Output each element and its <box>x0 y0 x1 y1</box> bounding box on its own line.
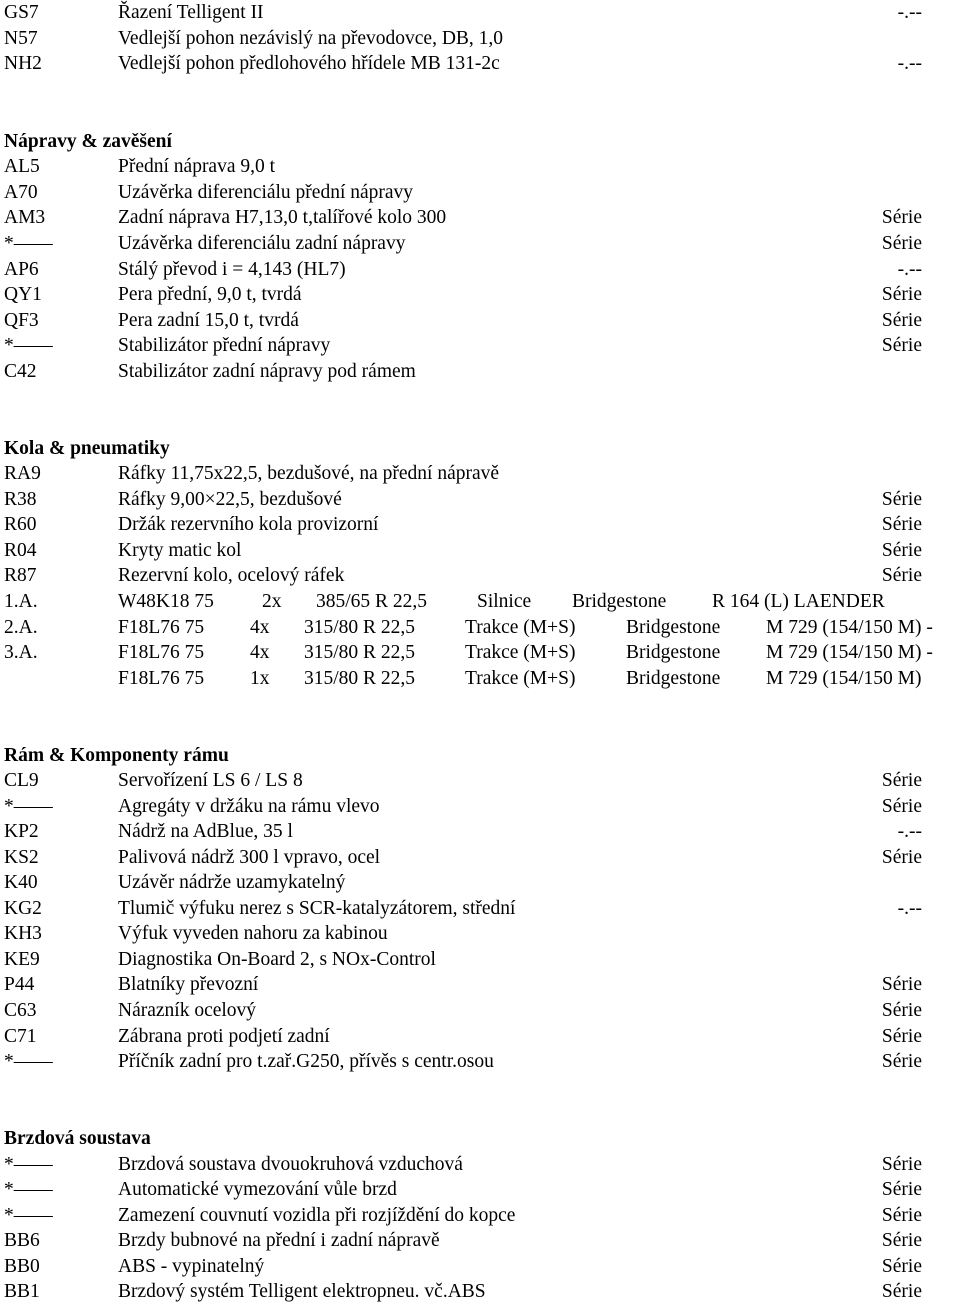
option-price: Série <box>881 514 922 535</box>
option-row <box>0 1203 960 1229</box>
option-code: GS7 <box>4 2 39 23</box>
option-description: Vedlejší pohon nezávislý na převodovce, DB, 1,0 <box>118 28 504 49</box>
option-row <box>0 180 960 206</box>
option-description: Držák rezervního kola provizorní <box>118 514 379 535</box>
option-row <box>0 26 960 52</box>
tire-row <box>0 666 960 692</box>
option-row <box>0 896 960 922</box>
option-description: Příčník zadní pro t.zař.G250, přívěs s centr.osou <box>118 1051 494 1072</box>
option-price: -.-- <box>897 898 922 919</box>
option-description: Blatníky převozní <box>118 974 259 995</box>
option-description: Rezervní kolo, ocelový ráfek <box>118 565 345 586</box>
option-row <box>0 972 960 998</box>
option-code: R04 <box>4 540 37 561</box>
option-row <box>0 1152 960 1178</box>
option-row <box>0 487 960 513</box>
section-heading-row <box>0 129 960 155</box>
option-price: Série <box>881 847 922 868</box>
option-code: RA9 <box>4 463 41 484</box>
tire-axle: 2.A. <box>4 617 38 638</box>
section-heading: Brzdová soustava <box>4 1128 151 1149</box>
option-price: -.-- <box>897 2 922 23</box>
section-heading: Rám & Komponenty rámu <box>4 745 229 766</box>
option-price: Série <box>881 1256 922 1277</box>
tire-type: Trakce (M+S) <box>465 668 576 689</box>
option-row <box>0 1228 960 1254</box>
option-price: Série <box>881 974 922 995</box>
tire-model: W48K18 75 <box>118 591 214 612</box>
option-description: Nárazník ocelový <box>118 1000 257 1021</box>
option-code: *—— <box>4 335 53 356</box>
section-heading-row <box>0 436 960 462</box>
tire-spec: M 729 (154/150 M) - <box>766 642 933 663</box>
tire-brand: Bridgestone <box>572 591 667 612</box>
tire-model: F18L76 75 <box>118 617 205 638</box>
option-row <box>0 1024 960 1050</box>
tire-axle: 1.A. <box>4 591 38 612</box>
option-row <box>0 768 960 794</box>
option-row <box>0 1177 960 1203</box>
option-price: Série <box>881 796 922 817</box>
option-code: KE9 <box>4 949 40 970</box>
option-price: Série <box>881 1051 922 1072</box>
tire-spec: M 729 (154/150 M) - <box>766 617 933 638</box>
option-price: Série <box>881 565 922 586</box>
tire-row <box>0 615 960 641</box>
tire-type: Trakce (M+S) <box>465 642 576 663</box>
option-price: -.-- <box>897 259 922 280</box>
option-description: ABS - vypinatelný <box>118 1256 265 1277</box>
option-row <box>0 512 960 538</box>
option-price: Série <box>881 540 922 561</box>
option-description: Stabilizátor zadní nápravy pod rámem <box>118 361 416 382</box>
option-price: Série <box>881 1000 922 1021</box>
option-code: R38 <box>4 489 37 510</box>
option-code: AL5 <box>4 156 40 177</box>
option-description: Přední náprava 9,0 t <box>118 156 276 177</box>
option-description: Brzdy bubnové na přední i zadní nápravě <box>118 1230 440 1251</box>
option-code: BB1 <box>4 1281 40 1302</box>
tire-brand: Bridgestone <box>626 617 721 638</box>
tire-size: 315/80 R 22,5 <box>304 668 416 689</box>
option-code: R87 <box>4 565 37 586</box>
option-price: Série <box>881 1179 922 1200</box>
option-description: Zamezení couvnutí vozidla při rozjíždění do kopce <box>118 1205 516 1226</box>
option-description: Zadní náprava H7,13,0 t,talířové kolo 300 <box>118 207 447 228</box>
option-row <box>0 461 960 487</box>
option-code: *—— <box>4 233 53 254</box>
option-code: C63 <box>4 1000 37 1021</box>
option-price: Série <box>881 310 922 331</box>
option-row <box>0 1279 960 1305</box>
option-description: Uzávěrka diferenciálu přední nápravy <box>118 182 414 203</box>
option-code: QY1 <box>4 284 42 305</box>
option-description: Automatické vymezování vůle brzd <box>118 1179 397 1200</box>
option-row <box>0 998 960 1024</box>
option-code: C71 <box>4 1026 37 1047</box>
option-code: KG2 <box>4 898 42 919</box>
tire-spec: M 729 (154/150 M) <box>766 668 922 689</box>
tire-brand: Bridgestone <box>626 642 721 663</box>
option-code: BB6 <box>4 1230 40 1251</box>
option-description: Stabilizátor přední nápravy <box>118 335 331 356</box>
option-description: Řazení Telligent II <box>118 2 264 23</box>
option-code: *—— <box>4 1205 53 1226</box>
tire-size: 315/80 R 22,5 <box>304 617 416 638</box>
tire-type: Silnice <box>477 591 532 612</box>
option-price: -.-- <box>897 53 922 74</box>
tire-row <box>0 640 960 666</box>
option-code: KS2 <box>4 847 39 868</box>
option-code: NH2 <box>4 53 42 74</box>
option-price: Série <box>881 770 922 791</box>
section-heading-row <box>0 1126 960 1152</box>
option-row <box>0 1049 960 1075</box>
section-heading: Nápravy & zavěšení <box>4 131 172 152</box>
option-description: Zábrana proti podjetí zadní <box>118 1026 330 1047</box>
option-code: *—— <box>4 1179 53 1200</box>
option-price: Série <box>881 1205 922 1226</box>
option-code: KH3 <box>4 923 42 944</box>
option-price: Série <box>881 1281 922 1302</box>
option-price: Série <box>881 207 922 228</box>
tire-row <box>0 589 960 615</box>
tire-size: 315/80 R 22,5 <box>304 642 416 663</box>
option-price: Série <box>881 1154 922 1175</box>
option-description: Uzávěr nádrže uzamykatelný <box>118 872 346 893</box>
option-row <box>0 538 960 564</box>
section-heading-row <box>0 743 960 769</box>
option-row <box>0 257 960 283</box>
option-price: Série <box>881 489 922 510</box>
option-price: Série <box>881 335 922 356</box>
tire-size: 385/65 R 22,5 <box>316 591 428 612</box>
option-price: Série <box>881 233 922 254</box>
tire-axle: 3.A. <box>4 642 38 663</box>
option-code: C42 <box>4 361 37 382</box>
option-description: Tlumič výfuku nerez s SCR-katalyzátorem, střední <box>118 898 516 919</box>
option-code: KP2 <box>4 821 39 842</box>
option-description: Uzávěrka diferenciálu zadní nápravy <box>118 233 406 254</box>
option-row <box>0 51 960 77</box>
option-price: Série <box>881 284 922 305</box>
tire-quantity: 2x <box>262 591 282 612</box>
option-description: Stálý převod i = 4,143 (HL7) <box>118 259 346 280</box>
option-code: AM3 <box>4 207 46 228</box>
option-row <box>0 205 960 231</box>
tire-model: F18L76 75 <box>118 642 205 663</box>
option-price: Série <box>881 1230 922 1251</box>
option-code: *—— <box>4 1051 53 1072</box>
option-code: A70 <box>4 182 38 203</box>
option-row <box>0 308 960 334</box>
option-description: Nádrž na AdBlue, 35 l <box>118 821 293 842</box>
tire-model: F18L76 75 <box>118 668 205 689</box>
option-description: Agregáty v držáku na rámu vlevo <box>118 796 380 817</box>
option-row <box>0 359 960 385</box>
option-code: K40 <box>4 872 38 893</box>
option-description: Diagnostika On-Board 2, s NOx-Control <box>118 949 436 970</box>
option-row <box>0 947 960 973</box>
option-row <box>0 845 960 871</box>
tire-spec: R 164 (L) LAENDER <box>712 591 885 612</box>
tire-brand: Bridgestone <box>626 668 721 689</box>
option-code: P44 <box>4 974 35 995</box>
option-description: Pera přední, 9,0 t, tvrdá <box>118 284 302 305</box>
option-description: Palivová nádrž 300 l vpravo, ocel <box>118 847 381 868</box>
option-description: Vedlejší pohon předlohového hřídele MB 131-2c <box>118 53 500 74</box>
option-code: AP6 <box>4 259 39 280</box>
option-description: Kryty matic kol <box>118 540 242 561</box>
option-code: N57 <box>4 28 38 49</box>
option-description: Brzdová soustava dvouokruhová vzduchová <box>118 1154 463 1175</box>
tire-quantity: 4x <box>250 617 270 638</box>
option-description: Pera zadní 15,0 t, tvrdá <box>118 310 299 331</box>
option-price: Série <box>881 1026 922 1047</box>
option-description: Výfuk vyveden nahoru za kabinou <box>118 923 388 944</box>
option-row <box>0 333 960 359</box>
tire-quantity: 4x <box>250 642 270 663</box>
option-code: BB0 <box>4 1256 40 1277</box>
option-row <box>0 563 960 589</box>
option-code: QF3 <box>4 310 39 331</box>
option-row <box>0 870 960 896</box>
option-row <box>0 1254 960 1280</box>
option-code: *—— <box>4 796 53 817</box>
option-description: Brzdový systém Telligent elektropneu. vč.ABS <box>118 1281 486 1302</box>
tire-type: Trakce (M+S) <box>465 617 576 638</box>
option-row <box>0 154 960 180</box>
option-price: -.-- <box>897 821 922 842</box>
option-row <box>0 231 960 257</box>
option-description: Servořízení LS 6 / LS 8 <box>118 770 303 791</box>
option-row <box>0 0 960 26</box>
tire-quantity: 1x <box>250 668 270 689</box>
option-description: Ráfky 9,00×22,5, bezdušové <box>118 489 342 510</box>
option-description: Ráfky 11,75x22,5, bezdušové, na přední nápravě <box>118 463 500 484</box>
section-heading: Kola & pneumatiky <box>4 438 170 459</box>
option-row <box>0 282 960 308</box>
option-row <box>0 794 960 820</box>
option-code: *—— <box>4 1154 53 1175</box>
option-row <box>0 819 960 845</box>
option-row <box>0 921 960 947</box>
option-code: R60 <box>4 514 37 535</box>
option-code: CL9 <box>4 770 39 791</box>
